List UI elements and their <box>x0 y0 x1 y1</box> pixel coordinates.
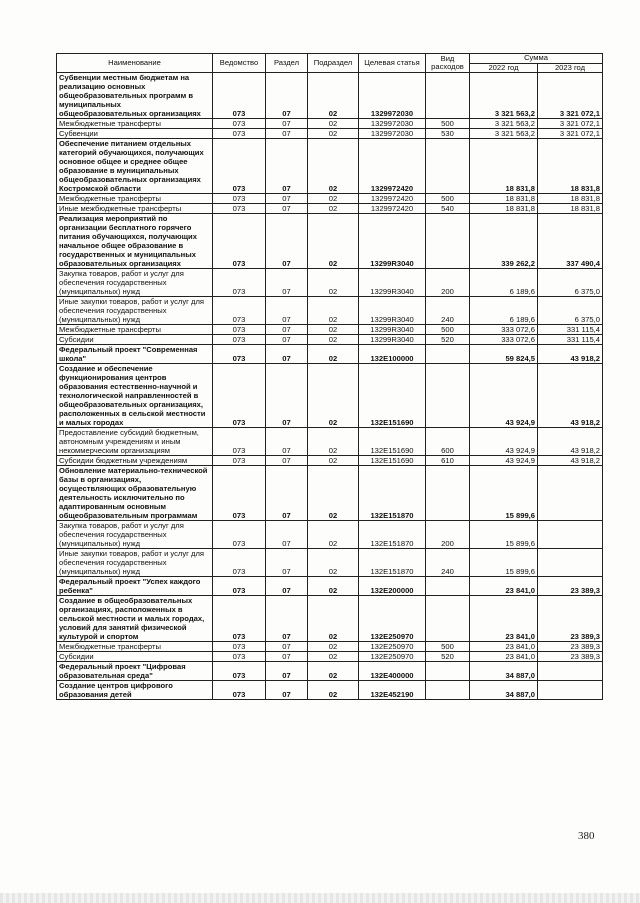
header-expense-type: Вид расходов <box>426 54 470 73</box>
cell-name: Создание в общеобразовательных организациях, расположенных в сельской местности и малых городах, условий для занятий физической культурой и спортом <box>57 596 213 642</box>
header-target-article: Целевая статья <box>359 54 426 73</box>
cell-y2022: 59 824,5 <box>470 345 538 364</box>
table-row <box>57 269 603 297</box>
cell-y2023: 18 831,8 <box>538 194 603 204</box>
cell-sec: 07 <box>266 521 308 549</box>
cell-y2023 <box>538 521 603 549</box>
header-year-2023: 2023 год <box>538 63 603 73</box>
cell-type <box>426 214 470 269</box>
cell-sub: 02 <box>308 194 359 204</box>
cell-sec: 07 <box>266 596 308 642</box>
cell-y2022: 43 924,9 <box>470 364 538 428</box>
header-department: Ведомство <box>213 54 266 73</box>
cell-sub: 02 <box>308 681 359 700</box>
cell-type <box>426 662 470 681</box>
cell-type: 200 <box>426 269 470 297</box>
cell-dept: 073 <box>213 129 266 139</box>
cell-dept: 073 <box>213 345 266 364</box>
scan-edge <box>0 893 640 903</box>
cell-sub: 02 <box>308 466 359 521</box>
cell-y2023: 18 831,8 <box>538 139 603 194</box>
cell-name: Межбюджетные трансферты <box>57 325 213 335</box>
cell-name: Обновление материально-технической базы в организациях, осуществляющих образовательную деятельность исключительно по адаптированным основным общеобразовательным программам <box>57 466 213 521</box>
cell-target: 1329972420 <box>359 194 426 204</box>
cell-y2023 <box>538 662 603 681</box>
cell-y2023: 3 321 072,1 <box>538 73 603 119</box>
cell-sec: 07 <box>266 214 308 269</box>
table-row <box>57 364 603 428</box>
cell-sub: 02 <box>308 73 359 119</box>
cell-sub: 02 <box>308 652 359 662</box>
cell-y2023 <box>538 681 603 700</box>
cell-name: Реализация мероприятий по организации бесплатного горячего питания обучающихся, получающих начальное общее образование в государственных и муниципальных образовательных организациях <box>57 214 213 269</box>
cell-dept: 073 <box>213 269 266 297</box>
cell-dept: 073 <box>213 364 266 428</box>
budget-table <box>56 53 603 700</box>
cell-name: Закупка товаров, работ и услуг для обеспечения государственных (муниципальных) нужд <box>57 269 213 297</box>
cell-sub: 02 <box>308 521 359 549</box>
cell-sec: 07 <box>266 129 308 139</box>
cell-name: Закупка товаров, работ и услуг для обеспечения государственных (муниципальных) нужд <box>57 521 213 549</box>
cell-y2022: 34 887,0 <box>470 662 538 681</box>
cell-y2022: 339 262,2 <box>470 214 538 269</box>
cell-sub: 02 <box>308 662 359 681</box>
cell-y2022: 23 841,0 <box>470 652 538 662</box>
cell-sec: 07 <box>266 428 308 456</box>
cell-y2023: 43 918,2 <box>538 345 603 364</box>
cell-type <box>426 364 470 428</box>
cell-y2023: 23 389,3 <box>538 652 603 662</box>
cell-sec: 07 <box>266 139 308 194</box>
cell-type: 500 <box>426 325 470 335</box>
cell-y2022: 18 831,8 <box>470 204 538 214</box>
cell-target: 1329972420 <box>359 139 426 194</box>
cell-name: Федеральный проект "Современная школа" <box>57 345 213 364</box>
cell-name: Субсидии бюджетным учреждениям <box>57 456 213 466</box>
cell-dept: 073 <box>213 652 266 662</box>
cell-type <box>426 596 470 642</box>
cell-sec: 07 <box>266 335 308 345</box>
table-row <box>57 549 603 577</box>
cell-y2023: 3 321 072,1 <box>538 129 603 139</box>
cell-dept: 073 <box>213 204 266 214</box>
header-subsection: Подраздел <box>308 54 359 73</box>
table-row <box>57 297 603 325</box>
cell-sub: 02 <box>308 119 359 129</box>
cell-target: 13299R3040 <box>359 335 426 345</box>
cell-target: 13299R3040 <box>359 297 426 325</box>
cell-y2023: 43 918,2 <box>538 364 603 428</box>
cell-sec: 07 <box>266 642 308 652</box>
cell-sub: 02 <box>308 129 359 139</box>
cell-dept: 073 <box>213 194 266 204</box>
cell-y2022: 6 189,6 <box>470 269 538 297</box>
cell-sub: 02 <box>308 325 359 335</box>
cell-sub: 02 <box>308 335 359 345</box>
cell-target: 132E151870 <box>359 521 426 549</box>
cell-y2022: 6 189,6 <box>470 297 538 325</box>
cell-target: 132E400000 <box>359 662 426 681</box>
cell-y2022: 3 321 563,2 <box>470 73 538 119</box>
table-row <box>57 681 603 700</box>
cell-y2022: 23 841,0 <box>470 642 538 652</box>
cell-target: 13299R3040 <box>359 325 426 335</box>
cell-type: 520 <box>426 652 470 662</box>
cell-sub: 02 <box>308 549 359 577</box>
cell-sec: 07 <box>266 297 308 325</box>
cell-y2023: 331 115,4 <box>538 335 603 345</box>
cell-type: 200 <box>426 521 470 549</box>
cell-dept: 073 <box>213 325 266 335</box>
cell-type: 500 <box>426 642 470 652</box>
cell-type: 540 <box>426 204 470 214</box>
cell-name: Межбюджетные трансферты <box>57 119 213 129</box>
cell-sec: 07 <box>266 681 308 700</box>
cell-dept: 073 <box>213 139 266 194</box>
cell-sub: 02 <box>308 297 359 325</box>
cell-target: 13299R3040 <box>359 269 426 297</box>
cell-dept: 073 <box>213 549 266 577</box>
cell-sec: 07 <box>266 466 308 521</box>
cell-dept: 073 <box>213 642 266 652</box>
cell-sub: 02 <box>308 204 359 214</box>
cell-y2022: 3 321 563,2 <box>470 129 538 139</box>
table-row <box>57 325 603 335</box>
cell-type: 500 <box>426 194 470 204</box>
cell-target: 132E100000 <box>359 345 426 364</box>
cell-sec: 07 <box>266 325 308 335</box>
cell-y2023: 23 389,3 <box>538 596 603 642</box>
cell-y2022: 15 899,6 <box>470 549 538 577</box>
cell-type: 500 <box>426 119 470 129</box>
header-year-2022: 2022 год <box>470 63 538 73</box>
table-row <box>57 73 603 119</box>
cell-sub: 02 <box>308 364 359 428</box>
cell-target: 132E151690 <box>359 456 426 466</box>
cell-dept: 073 <box>213 681 266 700</box>
cell-type <box>426 577 470 596</box>
cell-y2023: 6 375,0 <box>538 297 603 325</box>
cell-type: 600 <box>426 428 470 456</box>
cell-y2023: 331 115,4 <box>538 325 603 335</box>
cell-y2022: 333 072,6 <box>470 325 538 335</box>
cell-dept: 073 <box>213 335 266 345</box>
page-number: 380 <box>578 830 595 842</box>
cell-sub: 02 <box>308 577 359 596</box>
cell-sub: 02 <box>308 596 359 642</box>
cell-target: 13299R3040 <box>359 214 426 269</box>
cell-name: Федеральный проект "Успех каждого ребенка" <box>57 577 213 596</box>
header-sum: Сумма <box>470 54 603 64</box>
cell-type: 520 <box>426 335 470 345</box>
cell-y2023: 18 831,8 <box>538 204 603 214</box>
table-row <box>57 456 603 466</box>
cell-sec: 07 <box>266 577 308 596</box>
cell-y2023: 43 918,2 <box>538 456 603 466</box>
table-row <box>57 345 603 364</box>
cell-sub: 02 <box>308 345 359 364</box>
cell-y2022: 18 831,8 <box>470 139 538 194</box>
cell-sub: 02 <box>308 269 359 297</box>
cell-type <box>426 466 470 521</box>
cell-dept: 073 <box>213 428 266 456</box>
cell-name: Межбюджетные трансферты <box>57 642 213 652</box>
cell-dept: 073 <box>213 297 266 325</box>
cell-target: 1329972030 <box>359 129 426 139</box>
table-row <box>57 577 603 596</box>
cell-y2022: 43 924,9 <box>470 428 538 456</box>
cell-target: 132E151870 <box>359 466 426 521</box>
table-row <box>57 204 603 214</box>
cell-target: 132E151690 <box>359 364 426 428</box>
cell-sub: 02 <box>308 214 359 269</box>
cell-dept: 073 <box>213 214 266 269</box>
cell-name: Предоставление субсидий бюджетным, автономным учреждениям и иным некоммерческим организациям <box>57 428 213 456</box>
cell-sec: 07 <box>266 194 308 204</box>
cell-sec: 07 <box>266 119 308 129</box>
cell-target: 132E200000 <box>359 577 426 596</box>
cell-y2023 <box>538 466 603 521</box>
cell-target: 132E250970 <box>359 652 426 662</box>
cell-dept: 073 <box>213 662 266 681</box>
table-row <box>57 335 603 345</box>
cell-dept: 073 <box>213 466 266 521</box>
cell-y2022: 15 899,6 <box>470 466 538 521</box>
cell-y2023: 3 321 072,1 <box>538 119 603 129</box>
table-row <box>57 652 603 662</box>
cell-type: 610 <box>426 456 470 466</box>
cell-dept: 073 <box>213 521 266 549</box>
cell-dept: 073 <box>213 596 266 642</box>
cell-type <box>426 139 470 194</box>
cell-name: Субвенции <box>57 129 213 139</box>
cell-dept: 073 <box>213 73 266 119</box>
cell-sec: 07 <box>266 456 308 466</box>
cell-y2023: 23 389,3 <box>538 642 603 652</box>
cell-type <box>426 345 470 364</box>
cell-sec: 07 <box>266 652 308 662</box>
cell-type: 240 <box>426 297 470 325</box>
cell-y2022: 18 831,8 <box>470 194 538 204</box>
cell-sec: 07 <box>266 73 308 119</box>
cell-sec: 07 <box>266 269 308 297</box>
table-row <box>57 139 603 194</box>
cell-y2022: 15 899,6 <box>470 521 538 549</box>
cell-target: 132E250970 <box>359 596 426 642</box>
cell-name: Иные межбюджетные трансферты <box>57 204 213 214</box>
table-row <box>57 428 603 456</box>
cell-dept: 073 <box>213 119 266 129</box>
cell-name: Иные закупки товаров, работ и услуг для обеспечения государственных (муниципальных) нужд <box>57 297 213 325</box>
cell-type <box>426 73 470 119</box>
cell-name: Межбюджетные трансферты <box>57 194 213 204</box>
cell-y2023: 6 375,0 <box>538 269 603 297</box>
cell-target: 132E250970 <box>359 642 426 652</box>
table-row <box>57 466 603 521</box>
cell-name: Федеральный проект "Цифровая образовательная среда" <box>57 662 213 681</box>
cell-dept: 073 <box>213 456 266 466</box>
cell-name: Субсидии <box>57 652 213 662</box>
cell-name: Иные закупки товаров, работ и услуг для обеспечения государственных (муниципальных) нужд <box>57 549 213 577</box>
cell-y2022: 3 321 563,2 <box>470 119 538 129</box>
table-row <box>57 119 603 129</box>
cell-y2022: 23 841,0 <box>470 596 538 642</box>
cell-name: Создание центров цифрового образования детей <box>57 681 213 700</box>
cell-sub: 02 <box>308 642 359 652</box>
cell-sec: 07 <box>266 549 308 577</box>
cell-target: 132E151690 <box>359 428 426 456</box>
cell-target: 1329972030 <box>359 119 426 129</box>
table-row <box>57 521 603 549</box>
cell-name: Субвенции местным бюджетам на реализацию основных общеобразовательных программ в муниципальных общеобразовательных организациях <box>57 73 213 119</box>
cell-y2022: 333 072,6 <box>470 335 538 345</box>
table-row <box>57 642 603 652</box>
cell-sub: 02 <box>308 428 359 456</box>
cell-type: 530 <box>426 129 470 139</box>
cell-y2023: 43 918,2 <box>538 428 603 456</box>
header-name: Наименование <box>57 54 213 73</box>
cell-y2022: 23 841,0 <box>470 577 538 596</box>
table-row <box>57 129 603 139</box>
cell-dept: 073 <box>213 577 266 596</box>
cell-name: Субсидии <box>57 335 213 345</box>
table-row <box>57 214 603 269</box>
cell-type: 240 <box>426 549 470 577</box>
cell-target: 1329972030 <box>359 73 426 119</box>
table-row <box>57 596 603 642</box>
cell-y2022: 43 924,9 <box>470 456 538 466</box>
cell-y2023: 337 490,4 <box>538 214 603 269</box>
cell-sec: 07 <box>266 345 308 364</box>
cell-target: 132E452190 <box>359 681 426 700</box>
cell-type <box>426 681 470 700</box>
cell-sub: 02 <box>308 456 359 466</box>
cell-name: Обеспечение питанием отдельных категорий обучающихся, получающих основное общее и среднее общее образование в муниципальных общеобразовательных организациях Костромской области <box>57 139 213 194</box>
cell-sec: 07 <box>266 662 308 681</box>
table-row <box>57 194 603 204</box>
cell-y2023: 23 389,3 <box>538 577 603 596</box>
cell-y2023 <box>538 549 603 577</box>
table-row <box>57 662 603 681</box>
cell-target: 132E151870 <box>359 549 426 577</box>
cell-sec: 07 <box>266 204 308 214</box>
cell-sec: 07 <box>266 364 308 428</box>
header-section: Раздел <box>266 54 308 73</box>
cell-target: 1329972420 <box>359 204 426 214</box>
cell-sub: 02 <box>308 139 359 194</box>
cell-name: Создание и обеспечение функционирования центров образования естественно-научной и технологической направленностей в общеобразовательных организациях, расположенных в сельской местности и малых городах <box>57 364 213 428</box>
cell-y2022: 34 887,0 <box>470 681 538 700</box>
